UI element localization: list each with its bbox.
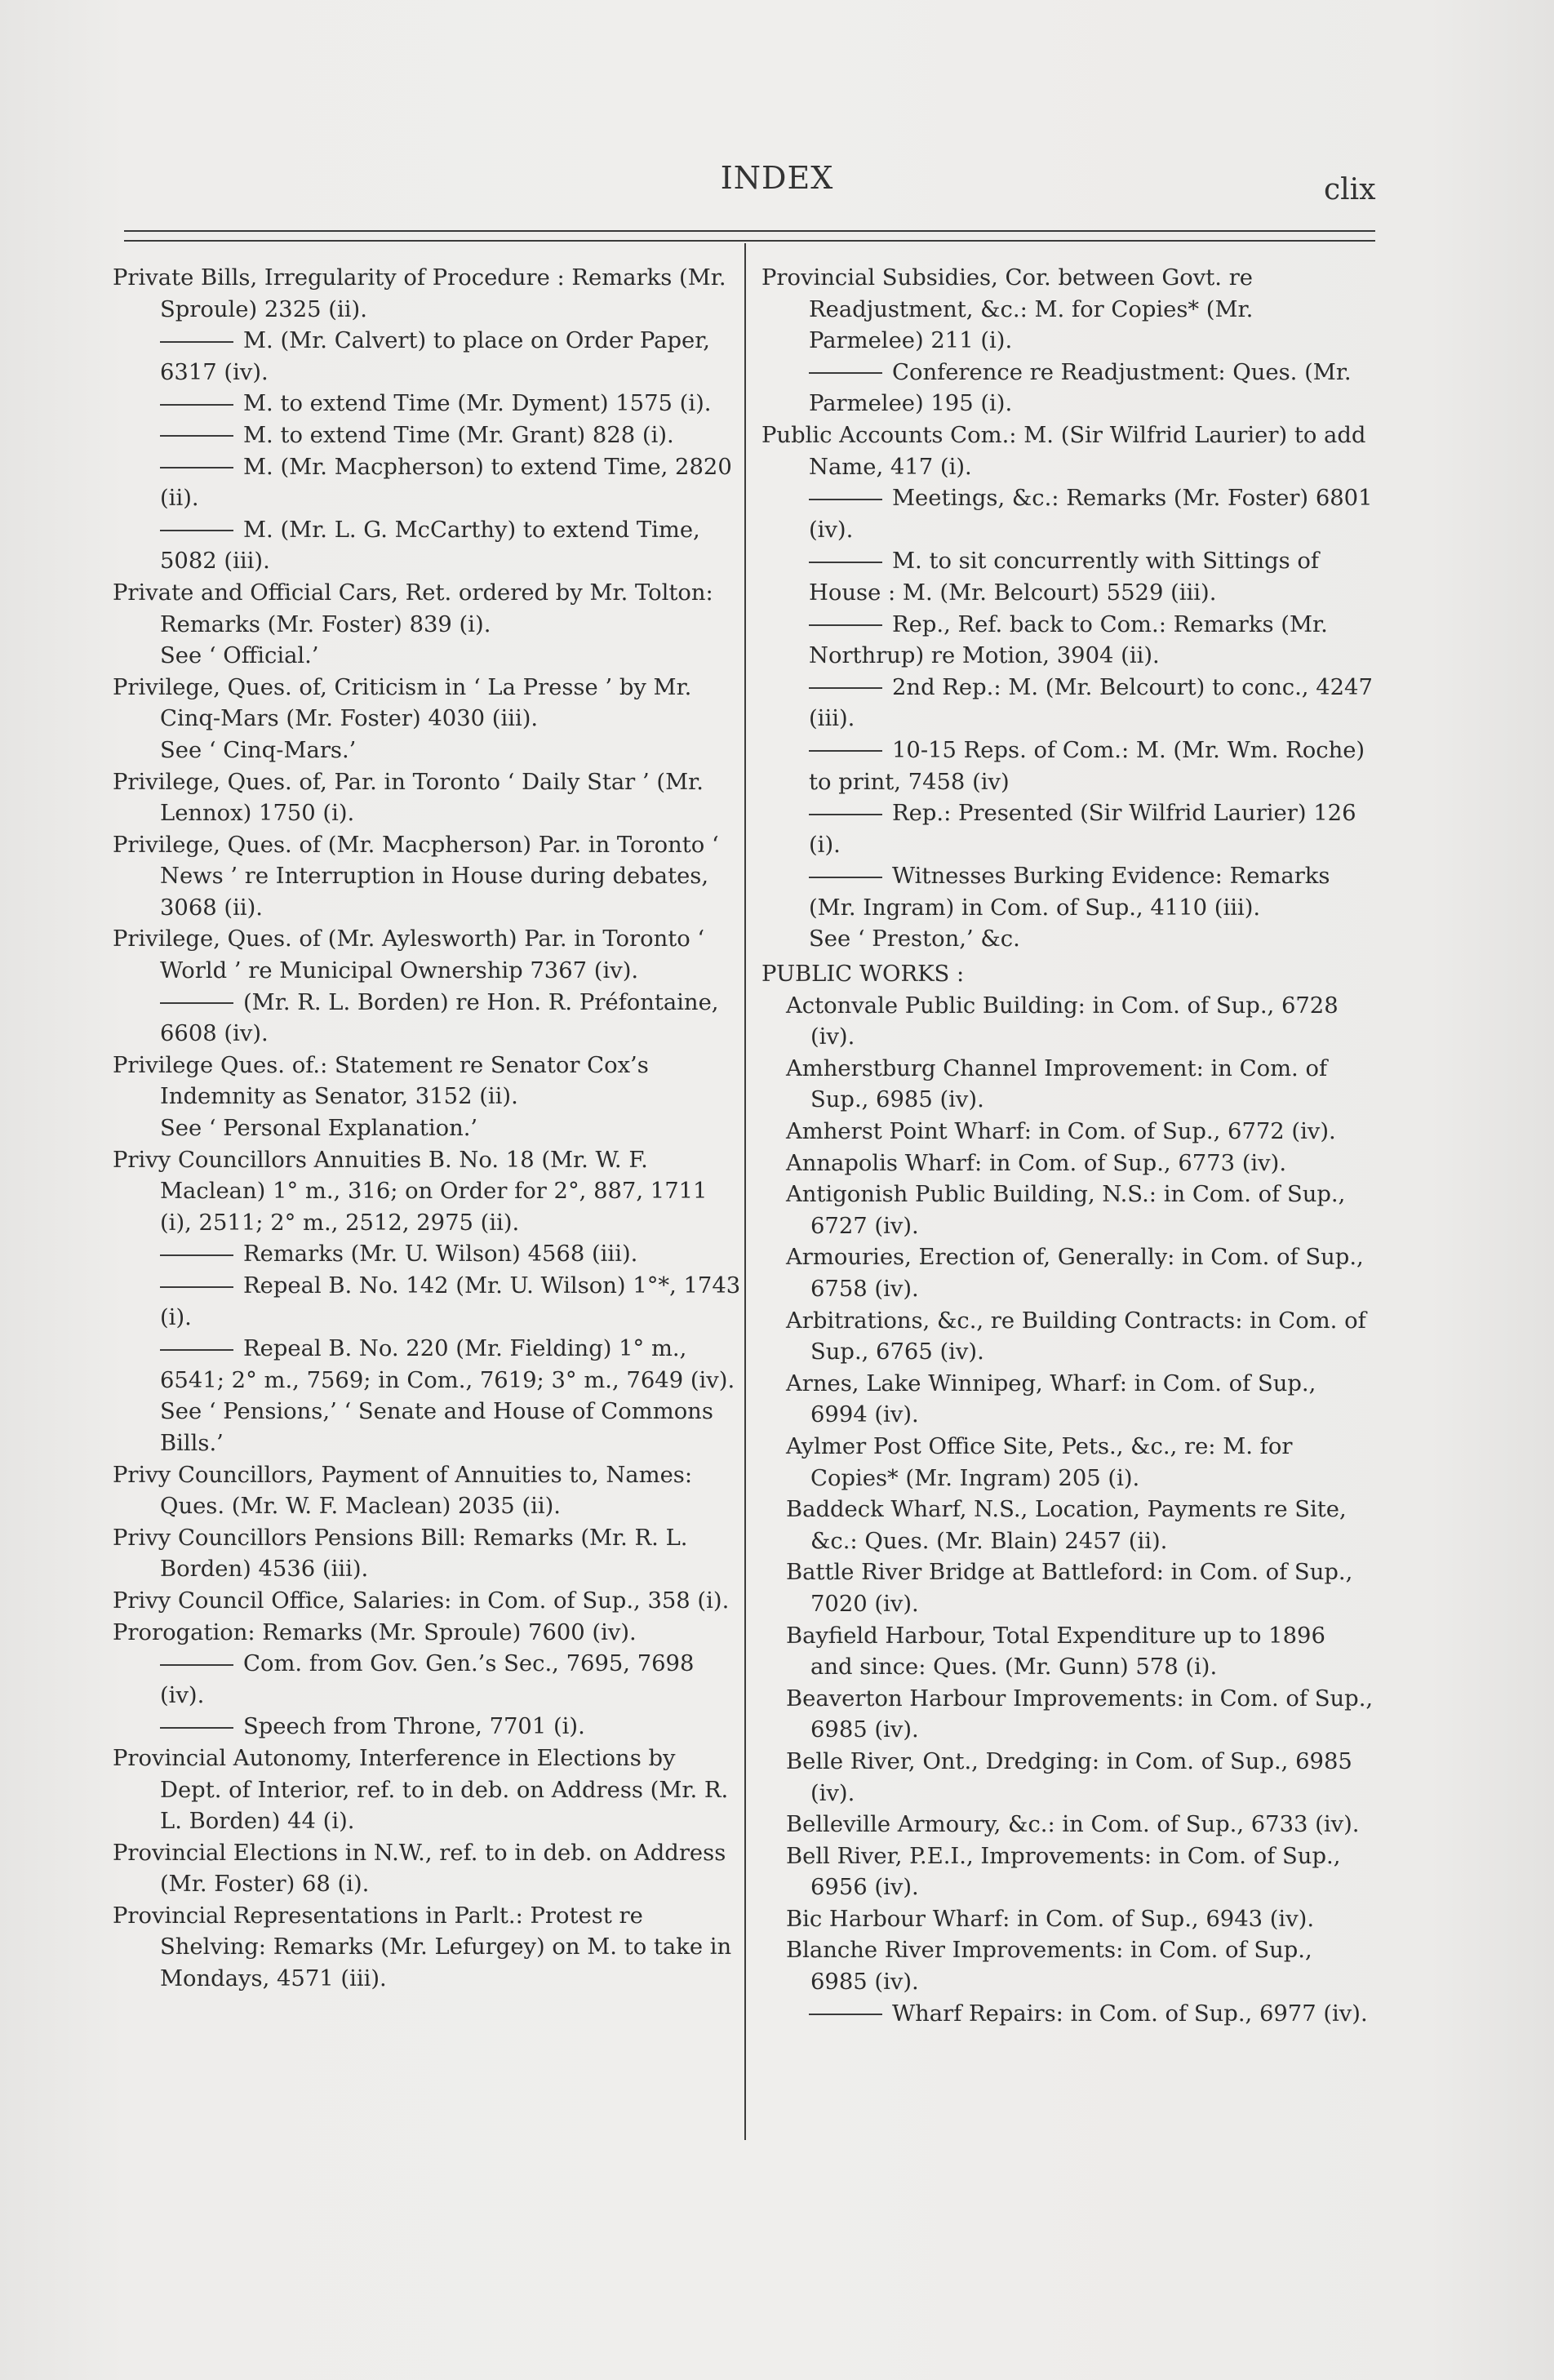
- index-entry-text: Repeal B. No. 142 (Mr. U. Wilson) 1°*, 1743 (i).: [160, 1273, 741, 1330]
- index-entry: [761, 546, 1374, 609]
- index-entry-text: Antigonish Public Building, N.S.: in Com. of Sup., 6727 (iv).: [786, 1182, 1346, 1239]
- index-entry: [113, 1334, 741, 1396]
- index-entry: [113, 1649, 741, 1712]
- index-entry: [113, 420, 741, 452]
- ditto-dash: [160, 1664, 233, 1666]
- index-entry-text: Repeal B. No. 220 (Mr. Fielding) 1° m., 6541; 2° m., 7569; in Com., 7619; 3° m., 7649 (iv).: [160, 1336, 735, 1393]
- header-rule-bottom: [124, 240, 1375, 242]
- index-entry-text: M. to extend Time (Mr. Dyment) 1575 (i).: [243, 391, 712, 417]
- index-entry-text: M. (Mr. Macpherson) to extend Time, 2820 (ii).: [160, 454, 732, 512]
- index-entry: [113, 1113, 741, 1145]
- index-entry: [113, 767, 741, 830]
- index-entry: [113, 1743, 741, 1838]
- index-entry: [113, 1618, 741, 1650]
- index-entry: [761, 1432, 1374, 1494]
- index-entry-text: Belle River, Ont., Dredging: in Com. of Sup., 6985 (iv).: [786, 1748, 1352, 1806]
- index-entry-text: See ‘ Cinq-Mars.’: [160, 737, 357, 763]
- index-entry-text: Speech from Throne, 7701 (i).: [243, 1714, 585, 1740]
- index-entry-text: Witnesses Burking Evidence: Remarks (Mr. Ingram) in Com. of Sup., 4110 (iii).: [809, 864, 1330, 921]
- index-entry-text: (Mr. R. L. Borden) re Hon. R. Préfontaine, 6608 (iv).: [160, 989, 719, 1047]
- index-entry: [761, 357, 1374, 420]
- ditto-dash: [160, 1286, 233, 1288]
- ditto-dash: [809, 624, 882, 626]
- index-entry: [113, 1712, 741, 1743]
- index-entry-text: Remarks (Mr. U. Wilson) 4568 (iii).: [243, 1241, 638, 1268]
- index-entry: [113, 389, 741, 420]
- index-entry-text: Provincial Representations in Parlt.: Protest re Shelving: Remarks (Mr. Lefurgey) on M. to take in Mondays, 4571 (iii).: [113, 1903, 732, 1992]
- index-entry: [113, 924, 741, 987]
- page-number: clix: [1324, 173, 1376, 206]
- index-entry: [113, 988, 741, 1050]
- index-entry: [761, 735, 1374, 798]
- index-entry-text: Prorogation: Remarks (Mr. Sproule) 7600 (iv).: [113, 1619, 637, 1645]
- index-entry: [113, 1239, 741, 1271]
- index-entry-text: Annapolis Wharf: in Com. of Sup., 6773 (iv).: [786, 1150, 1287, 1176]
- index-entry-text: See ‘ Personal Explanation.’: [160, 1116, 478, 1142]
- index-entry: [761, 1904, 1374, 1936]
- index-entry-text: Arnes, Lake Winnipeg, Wharf: in Com. of Sup., 6994 (iv).: [786, 1370, 1316, 1428]
- index-entry-text: Private and Official Cars, Ret. ordered by Mr. Tolton: Remarks (Mr. Foster) 839 (i).: [113, 579, 713, 637]
- index-entry-text: M. to sit concurrently with Sittings of House : M. (Mr. Belcourt) 5529 (iii).: [809, 548, 1320, 606]
- index-entry-text: Public Accounts Com.: M. (Sir Wilfrid Laurier) to add Name, 417 (i).: [761, 422, 1366, 480]
- index-entry: [761, 1621, 1374, 1684]
- ditto-dash: [160, 1254, 233, 1256]
- index-entry: [113, 641, 741, 673]
- index-entry: [113, 1271, 741, 1334]
- index-entry: [761, 798, 1374, 861]
- index-entry: [761, 1684, 1374, 1747]
- ditto-dash: [160, 1727, 233, 1729]
- index-entry-text: Blanche River Improvements: in Com. of Sup., 6985 (iv).: [786, 1938, 1312, 1996]
- index-entry: [761, 1242, 1374, 1305]
- index-entry-text: Provincial Elections in N.W., ref. to in deb. on Address (Mr. Foster) 68 (i).: [113, 1840, 726, 1898]
- index-entry-text: Privy Council Office, Salaries: in Com. of Sup., 358 (i).: [113, 1587, 730, 1614]
- index-entry-text: M. (Mr. L. G. McCarthy) to extend Time, 5082 (iii).: [160, 517, 700, 575]
- index-entry: [113, 1838, 741, 1901]
- index-entry-text: Com. from Gov. Gen.’s Sec., 7695, 7698 (iv).: [160, 1651, 695, 1708]
- index-entry: [113, 1050, 741, 1113]
- index-entry-text: Privilege, Ques. of, Par. in Toronto ‘ Daily Star ’ (Mr. Lennox) 1750 (i).: [113, 769, 704, 827]
- ditto-dash: [160, 341, 233, 343]
- index-entry-text: Beaverton Harbour Improvements: in Com. of Sup., 6985 (iv).: [786, 1685, 1374, 1743]
- ditto-dash: [809, 814, 882, 815]
- index-entry-text: Rep., Ref. back to Com.: Remarks (Mr. Northrup) re Motion, 3904 (ii).: [809, 611, 1328, 669]
- index-entry-text: Arbitrations, &c., re Building Contracts: in Com. of Sup., 6765 (iv).: [786, 1308, 1366, 1365]
- ditto-dash: [809, 750, 882, 752]
- index-entry: [761, 1999, 1374, 2031]
- index-entry-text: 2nd Rep.: M. (Mr. Belcourt) to conc., 4247 (iii).: [809, 674, 1373, 732]
- index-entry-text: Privilege Ques. of.: Statement re Senator Cox’s Indemnity as Senator, 3152 (ii).: [113, 1052, 649, 1110]
- index-entry-text: M. (Mr. Calvert) to place on Order Paper, 6317 (iv).: [160, 328, 710, 385]
- index-entry: [761, 673, 1374, 735]
- index-entry-text: Provincial Subsidies, Cor. between Govt. re Readjustment, &c.: M. for Copies* (Mr. Parmelee) 211 (i).: [761, 265, 1254, 354]
- index-entry: [113, 1396, 741, 1459]
- index-entry: [761, 420, 1374, 483]
- ditto-dash: [160, 1002, 233, 1004]
- index-entry: [761, 1494, 1374, 1557]
- ditto-dash: [809, 372, 882, 374]
- page-title: INDEX: [720, 160, 834, 196]
- index-entry-text: Conference re Readjustment: Ques. (Mr. Parmelee) 195 (i).: [809, 359, 1352, 417]
- column-divider: [744, 243, 746, 2140]
- index-entry: [113, 735, 741, 767]
- index-entry-text: See ‘ Pensions,’ ‘ Senate and House of Commons Bills.’: [160, 1399, 713, 1456]
- index-entry-text: See ‘ Preston,’ &c.: [809, 926, 1020, 952]
- index-entry: [113, 1460, 741, 1523]
- index-entry-text: Meetings, &c.: Remarks (Mr. Foster) 6801 (iv).: [809, 486, 1373, 543]
- ditto-dash: [160, 1349, 233, 1351]
- index-entry-text: Bayfield Harbour, Total Expenditure up to 1896 and since: Ques. (Mr. Gunn) 578 (i).: [786, 1623, 1325, 1681]
- index-entry-text: Bic Harbour Wharf: in Com. of Sup., 6943 (iv).: [786, 1906, 1315, 1932]
- index-entry-text: Battle River Bridge at Battleford: in Com. of Sup., 7020 (iv).: [786, 1560, 1353, 1617]
- index-entry: [761, 861, 1374, 924]
- index-entry: [761, 1369, 1374, 1432]
- index-entry-text: Privy Councillors, Payment of Annuities to, Names: Ques. (Mr. W. F. Maclean) 2035 (ii).: [113, 1462, 693, 1520]
- index-entry-text: Privilege, Ques. of (Mr. Aylesworth) Par. in Toronto ‘ World ’ re Municipal Ownership 7367 (iv).: [113, 926, 705, 984]
- index-entry: [761, 1179, 1374, 1242]
- index-entry-text: Belleville Armoury, &c.: in Com. of Sup., 6733 (iv).: [786, 1812, 1360, 1838]
- index-entry: [761, 1747, 1374, 1809]
- index-entry-text: See ‘ Official.’: [160, 643, 319, 669]
- index-entry-text: PUBLIC WORKS :: [761, 961, 965, 988]
- ditto-dash: [160, 435, 233, 437]
- index-entry-text: Privilege, Ques. of (Mr. Macpherson) Par. in Toronto ‘ News ’ re Interruption in House during debates, 3068 (ii).: [113, 832, 719, 921]
- index-entry-text: Baddeck Wharf, N.S., Location, Payments re Site, &c.: Ques. (Mr. Blain) 2457 (ii).: [786, 1497, 1347, 1554]
- index-entry: [761, 924, 1374, 956]
- index-entry: [761, 483, 1374, 546]
- index-entry: [761, 1117, 1374, 1148]
- ditto-dash: [160, 467, 233, 468]
- right-column: [761, 263, 1374, 2030]
- index-entry: [761, 1054, 1374, 1117]
- index-entry: [761, 991, 1374, 1054]
- index-entry-text: Amherst Point Wharf: in Com. of Sup., 6772 (iv).: [786, 1119, 1336, 1145]
- index-entry-text: Provincial Autonomy, Interference in Elections by Dept. of Interior, ref. to in deb. on Address (Mr. R. L. Borden) 44 (i).: [113, 1745, 729, 1835]
- index-entry: [113, 1145, 741, 1240]
- index-entry: [113, 1523, 741, 1586]
- index-entry: [761, 1557, 1374, 1620]
- ditto-dash: [809, 2014, 882, 2015]
- ditto-dash: [809, 687, 882, 689]
- index-entry-text: Actonvale Public Building: in Com. of Sup., 6728 (iv).: [786, 992, 1339, 1050]
- index-entry: [113, 673, 741, 735]
- ditto-dash: [809, 499, 882, 500]
- index-entry: [761, 1306, 1374, 1369]
- ditto-dash: [160, 404, 233, 406]
- index-entry: [113, 452, 741, 515]
- header-rule-top: [124, 230, 1375, 232]
- index-entry-text: Aylmer Post Office Site, Pets., &c., re: M. for Copies* (Mr. Ingram) 205 (i).: [786, 1433, 1293, 1491]
- index-entry: [761, 1809, 1374, 1841]
- index-entry: [113, 578, 741, 641]
- index-entry-text: Rep.: Presented (Sir Wilfrid Laurier) 126 (i).: [809, 801, 1356, 858]
- index-entry-text: Privy Councillors Pensions Bill: Remarks (Mr. R. L. Borden) 4536 (iii).: [113, 1525, 688, 1583]
- index-entry: [113, 263, 741, 326]
- index-entry: [761, 263, 1374, 357]
- index-entry: [113, 515, 741, 578]
- index-entry-text: Privilege, Ques. of, Criticism in ‘ La Presse ’ by Mr. Cinq-Mars (Mr. Foster) 4030 (iii).: [113, 674, 692, 732]
- ditto-dash: [809, 877, 882, 878]
- index-entry-text: Privy Councillors Annuities B. No. 18 (Mr. W. F. Maclean) 1° m., 316; on Order for 2°, 887, 1711 (i), 2511; 2° m., 2512, 2975 (ii).: [113, 1147, 708, 1236]
- left-column: [113, 263, 741, 1996]
- index-entry: [113, 830, 741, 925]
- index-entry: [113, 326, 741, 389]
- index-entry-text: Wharf Repairs: in Com. of Sup., 6977 (iv).: [892, 2000, 1368, 2027]
- index-entry-text: M. to extend Time (Mr. Grant) 828 (i).: [243, 422, 674, 448]
- index-entry: [761, 610, 1374, 673]
- index-entry-text: 10-15 Reps. of Com.: M. (Mr. Wm. Roche) to print, 7458 (iv): [809, 737, 1365, 795]
- index-entry: [113, 1586, 741, 1618]
- index-entry: [761, 1148, 1374, 1180]
- index-entry-text: Private Bills, Irregularity of Procedure : Remarks (Mr. Sproule) 2325 (ii).: [113, 265, 726, 322]
- index-entry: [761, 959, 1374, 991]
- index-entry-text: Armouries, Erection of, Generally: in Com. of Sup., 6758 (iv).: [786, 1245, 1364, 1302]
- ditto-dash: [809, 562, 882, 563]
- index-entry: [761, 1841, 1374, 1904]
- index-entry: [761, 1935, 1374, 1998]
- index-entry-text: Bell River, P.E.I., Improvements: in Com. of Sup., 6956 (iv).: [786, 1843, 1341, 1901]
- index-entry-text: Amherstburg Channel Improvement: in Com. of Sup., 6985 (iv).: [786, 1055, 1328, 1113]
- ditto-dash: [160, 530, 233, 531]
- index-entry: [113, 1901, 741, 1996]
